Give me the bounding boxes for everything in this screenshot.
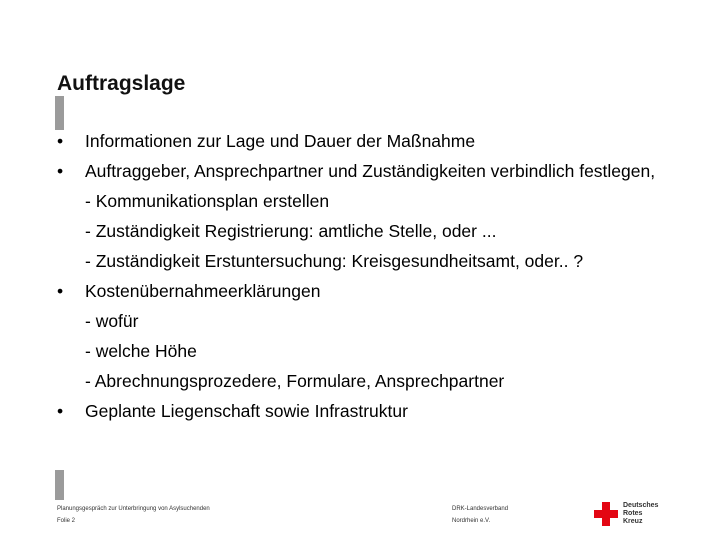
drk-logo <box>593 500 658 528</box>
logo-word: Kreuz <box>623 518 643 525</box>
sub-item: - Zuständigkeit Erstuntersuchung: Kreisgesundheitsamt, oder.. ? <box>85 251 584 271</box>
bullet-marker: • <box>57 401 64 421</box>
footer-slide-number: Folie 2 <box>57 518 76 524</box>
logo-word: Rotes <box>623 510 643 517</box>
footer-accent-bar <box>55 470 64 500</box>
sub-item: - welche Höhe <box>85 341 197 361</box>
sub-item: - Zuständigkeit Registrierung: amtliche Stelle, oder ... <box>85 221 497 241</box>
bullet-text: Informationen zur Lage und Dauer der Maßnahme <box>85 131 476 151</box>
sub-item: - wofür <box>85 311 139 331</box>
footer-caption <box>57 503 210 527</box>
sub-item: - Abrechnungsprozedere, Formulare, Ansprechpartner <box>85 371 505 391</box>
red-cross-icon <box>593 501 619 527</box>
slide-content <box>57 126 667 426</box>
bullet-item <box>57 126 667 156</box>
title-accent-bar <box>55 96 64 130</box>
bullet-text: Geplante Liegenschaft sowie Infrastruktur <box>85 401 408 421</box>
logo-word: Deutsches <box>623 502 659 509</box>
logo-wordmark <box>623 502 658 526</box>
footer-org-line: DRK-Landesverband <box>452 506 509 512</box>
bullet-item <box>57 276 667 306</box>
footer-org-line: Nordrhein e.V. <box>452 518 491 524</box>
bullet-text: Auftraggeber, Ansprechpartner und Zuständigkeiten verbindlich festlegen, <box>85 161 656 181</box>
bullet-text: Kostenübernahmeerklärungen <box>85 281 321 301</box>
sub-item: - Kommunikationsplan erstellen <box>85 191 330 211</box>
bullet-marker: • <box>57 161 64 181</box>
bullet-marker: • <box>57 281 64 301</box>
footer-organization <box>452 503 508 527</box>
footer-presentation-title: Planungsgespräch zur Unterbringung von Asylsuchenden <box>57 506 210 512</box>
bullet-item <box>57 156 667 186</box>
bullet-item <box>57 396 667 426</box>
slide-title: Auftragslage <box>57 72 186 95</box>
bullet-marker: • <box>57 131 64 151</box>
